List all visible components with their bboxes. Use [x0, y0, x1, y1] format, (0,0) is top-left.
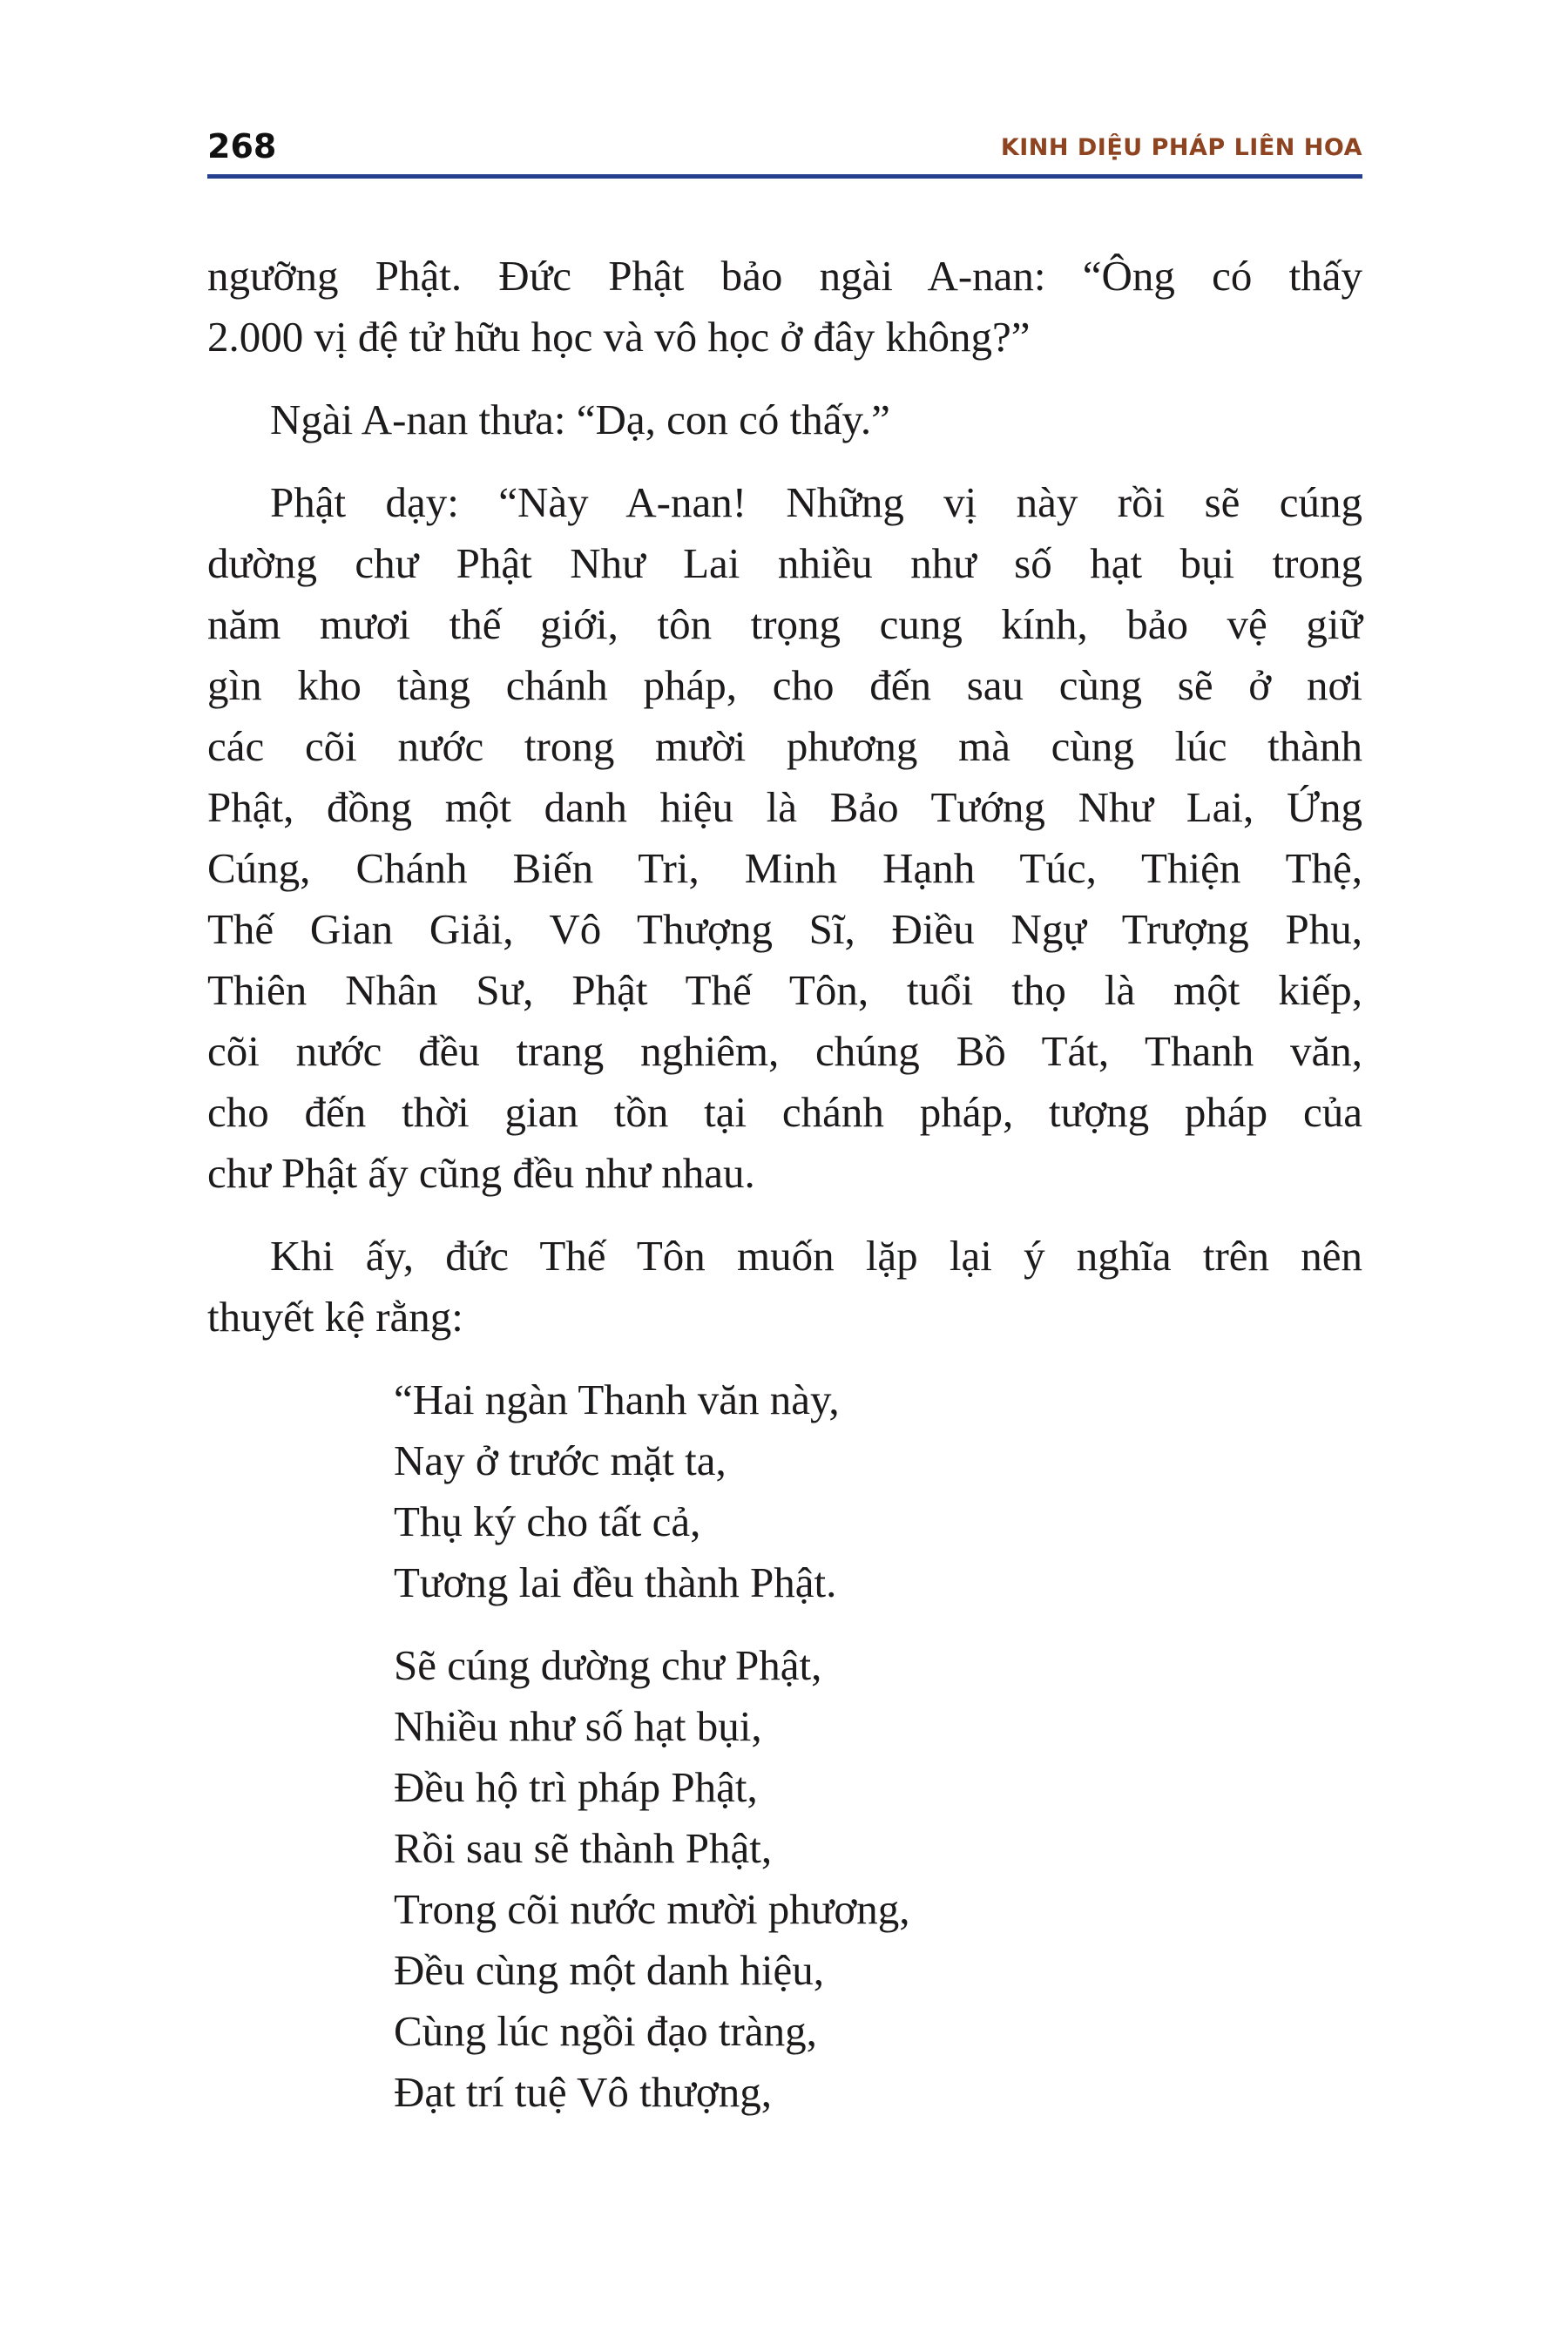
- text-line: Phật dạy: “Này A-nan! Những vị này rồi sẽ cúng: [270, 478, 1362, 526]
- text-line: gìn kho tàng chánh pháp, cho đến sau cùng sẽ ở nơi: [207, 661, 1362, 709]
- page-number: 268: [207, 127, 277, 166]
- text-line: thuyết kệ rằng:: [207, 1293, 463, 1341]
- verse-line: Thụ ký cho tất cả,: [394, 1497, 701, 1545]
- page-header: [207, 122, 1362, 179]
- text-line: cho đến thời gian tồn tại chánh pháp, tượng pháp của: [207, 1088, 1362, 1136]
- text-line: Phật, đồng một danh hiệu là Bảo Tướng Như Lai, Ứng: [207, 783, 1362, 831]
- paragraph: [207, 246, 1362, 368]
- text-line: ngưỡng Phật. Đức Phật bảo ngài A-nan: “Ông có thấy: [207, 252, 1362, 300]
- verse-line: Đạt trí tuệ Vô thượng,: [394, 2068, 772, 2116]
- text-line: Thiên Nhân Sư, Phật Thế Tôn, tuổi thọ là một kiếp,: [207, 966, 1362, 1014]
- verse-line: Tương lai đều thành Phật.: [394, 1558, 837, 1606]
- verse-line: Nay ở trước mặt ta,: [394, 1436, 727, 1484]
- verse-line: Trong cõi nước mười phương,: [394, 1885, 910, 1933]
- verse-line: Đều cùng một danh hiệu,: [394, 1946, 824, 1994]
- verse-line: Cùng lúc ngồi đạo tràng,: [394, 2007, 817, 2055]
- text-line: chư Phật ấy cũng đều như nhau.: [207, 1149, 755, 1197]
- stanza: [394, 1369, 1362, 1613]
- paragraphs: [207, 246, 1362, 1348]
- text-line: năm mươi thế giới, tôn trọng cung kính, bảo vệ giữ: [207, 600, 1362, 648]
- verse-line: Sẽ cúng dường chư Phật,: [394, 1641, 822, 1689]
- body-text: [207, 246, 1362, 2145]
- paragraph: [207, 1226, 1362, 1348]
- text-line: 2.000 vị đệ tử hữu học và vô học ở đây không?”: [207, 313, 1031, 361]
- running-title: KINH DIỆU PHÁP LIÊN HOA: [1000, 134, 1362, 161]
- verse-line: “Hai ngàn Thanh văn này,: [394, 1375, 840, 1423]
- verse-line: Đều hộ trì pháp Phật,: [394, 1763, 758, 1811]
- verse-line: Nhiều như số hạt bụi,: [394, 1702, 762, 1750]
- header-rule: [207, 174, 1362, 179]
- text-line: dường chư Phật Như Lai nhiều như số hạt bụi trong: [207, 539, 1362, 587]
- text-line: cõi nước đều trang nghiêm, chúng Bồ Tát, Thanh văn,: [207, 1027, 1362, 1075]
- paragraph: [207, 472, 1362, 1204]
- text-line: Khi ấy, đức Thế Tôn muốn lặp lại ý nghĩa trên nên: [270, 1232, 1362, 1280]
- verse-block: [394, 1369, 1362, 2123]
- paragraph: [207, 389, 1362, 450]
- text-line: Thế Gian Giải, Vô Thượng Sĩ, Điều Ngự Trượng Phu,: [207, 905, 1362, 953]
- stanza: [394, 1635, 1362, 2123]
- text-line: Ngài A-nan thưa: “Dạ, con có thấy.”: [270, 395, 890, 443]
- verse-line: Rồi sau sẽ thành Phật,: [394, 1824, 773, 1872]
- text-line: Cúng, Chánh Biến Tri, Minh Hạnh Túc, Thiện Thệ,: [207, 844, 1362, 892]
- text-line: các cõi nước trong mười phương mà cùng lúc thành: [207, 722, 1362, 770]
